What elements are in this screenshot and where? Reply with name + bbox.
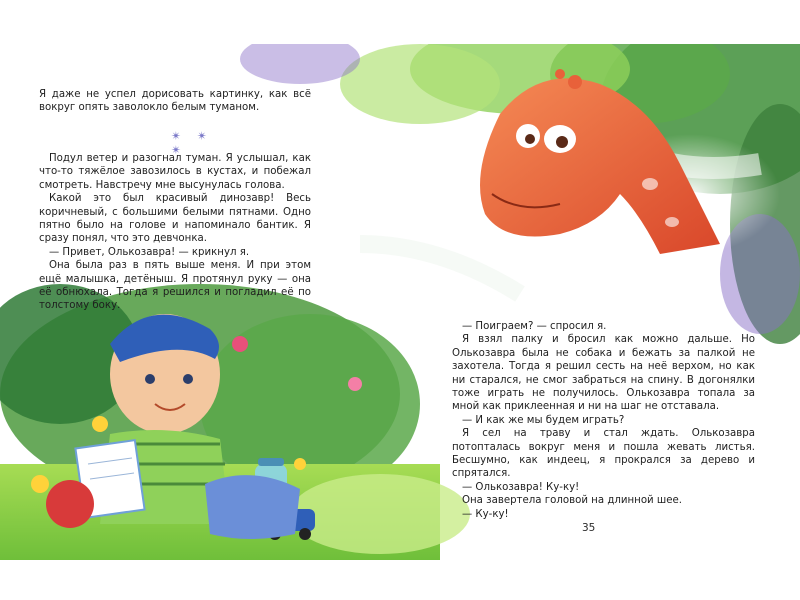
top-paragraph-block: [39, 88, 311, 115]
paragraph: — Привет, Олькозавра! — крикнул я.: [49, 246, 250, 258]
paragraph: Я сел на траву и стал ждать. Олькозавра потопталась вокруг меня и пошла жевать листья. Бесшумно, как индеец, я прокрался за дерево и спрятался.: [452, 428, 755, 480]
ball-icon: [46, 480, 94, 528]
paragraph: Она завертела головой на длинной шее.: [462, 495, 683, 507]
page-number: 35: [582, 522, 596, 534]
paragraph: Она была раз в пять выше меня. И при этом ещё малышка, детёныш. Я протянул руку — она её обнюхала. Тогда я решился и погладил её по толстому боку.: [39, 260, 311, 312]
middle-paragraph-block: [39, 152, 311, 313]
paragraph: — И как же мы будем играть?: [462, 414, 625, 426]
bottom-paragraph-block: [452, 320, 755, 521]
paragraph: Подул ветер и разогнал туман. Я услышал, как что-то тяжёлое завозилось в кустах, и побежал смотреть. Навстречу мне высунулась голова.: [39, 153, 311, 191]
section-break-stars: ✴ ✴ ✴: [171, 129, 213, 157]
paragraph: — Поиграем? — спросил я.: [462, 321, 607, 332]
book-page: [0, 44, 800, 560]
paragraph: Я даже не успел дорисовать картинку, как всё вокруг опять заволокло белым туманом.: [39, 89, 311, 114]
paragraph: — Ку-ку!: [462, 508, 509, 520]
paragraph: Я взял палку и бросил как можно дальше. Но Олькозавра была не собака и бежать за палкой не захотела. Тогда я решил сесть на неё верхом, но как ни старался, не смог забраться на спину. В догонялки тоже играть не получилось. Олькозавра топала за мной как приклеенная и ни на шаг не отставала.: [452, 334, 755, 413]
paragraph: Какой это был красивый динозавр! Весь коричневый, с большими белыми пятнами. Одно пятно было на голове и напоминало бантик. Я сразу понял, что это девчонка.: [39, 193, 311, 245]
paragraph: — Олькозавра! Ку-ку!: [462, 481, 580, 493]
